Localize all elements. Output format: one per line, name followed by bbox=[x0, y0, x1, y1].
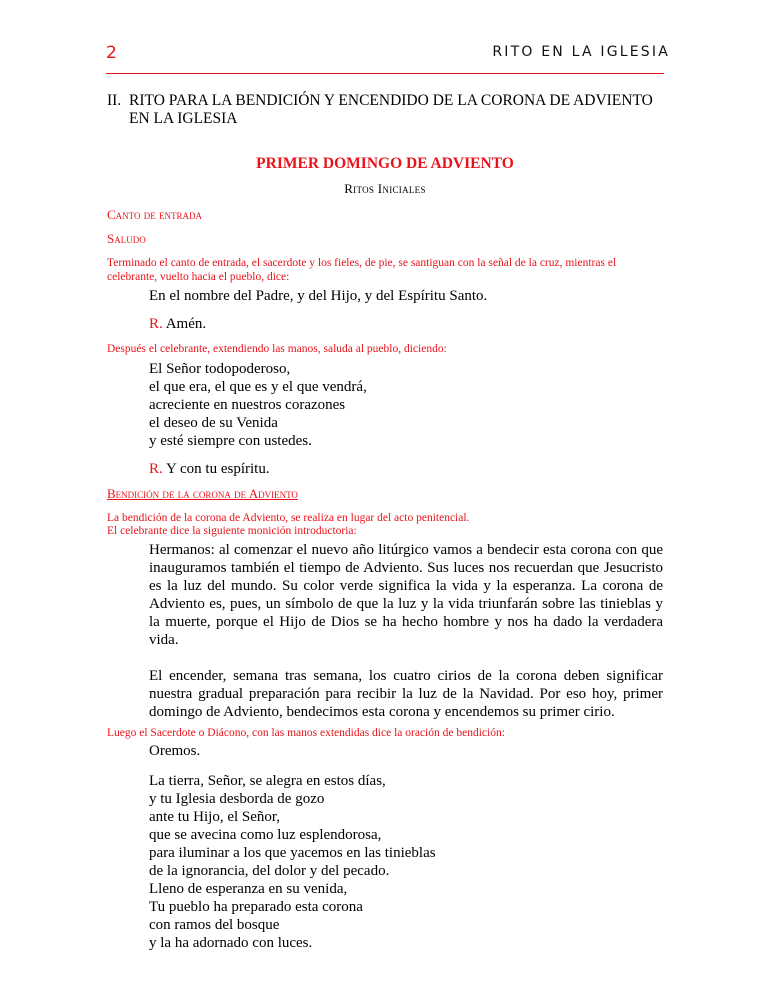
blessing-prayer bbox=[149, 772, 663, 952]
prayer-line: que se avecina como luz esplendorosa, bbox=[149, 827, 382, 843]
section-number: II. bbox=[107, 92, 122, 109]
greeting-line: y esté siempre con ustedes. bbox=[149, 432, 312, 449]
page-number: 2 bbox=[106, 43, 117, 63]
saludo-heading: Saludo bbox=[107, 231, 146, 246]
monition-paragraph-1: Hermanos: al comenzar el nuevo año litúrgico vamos a bendecir esta corona con que inauguramos también el tiempo de Adviento. Sus luces nos recuerdan que Jesucristo es la luz del mundo. Su color verde significa la vida y la esperanza. La corona de Adviento es, pues, un símbolo de que la luz y la vida triunfarán sobre las tinieblas y la muerte, porque el Hijo de Dios se ha hecho hombre y nos ha dado la verdadera vida. bbox=[149, 541, 663, 648]
oremos: Oremos. bbox=[149, 743, 201, 759]
prayer-line: con ramos del bosque bbox=[149, 917, 280, 933]
prayer-line: Lleno de esperanza en su venida, bbox=[149, 881, 348, 897]
rubric-4: Luego el Sacerdote o Diácono, con las manos extendidas dice la oración de bendición: bbox=[107, 726, 505, 739]
monition-paragraph-2: El encender, semana tras semana, los cuatro cirios de la corona deben significar nuestra gradual preparación para recibir la luz de la Navidad. Por eso hoy, primer domingo de Adviento, bendecimos esta corona y encendemos su primer cirio. bbox=[149, 667, 663, 720]
response-2 bbox=[149, 460, 663, 478]
prayer-line: Tu pueblo ha preparado esta corona bbox=[149, 899, 363, 915]
header-rule bbox=[106, 73, 664, 74]
greeting-line: el deseo de su Venida bbox=[149, 414, 278, 431]
prayer-line: y tu Iglesia desborda de gozo bbox=[149, 791, 325, 807]
canto-heading: Canto de entrada bbox=[107, 207, 202, 222]
response-text: Y con tu espíritu. bbox=[165, 460, 270, 477]
blessing-heading: Bendición de la corona de Adviento bbox=[107, 485, 298, 501]
section-title bbox=[107, 92, 663, 128]
rubric-2: Después el celebrante, extendiendo las manos, saluda al pueblo, diciendo: bbox=[107, 343, 447, 355]
running-title: RITO EN LA IGLESIA bbox=[492, 44, 670, 60]
prayer-line: de la ignorancia, del dolor y del pecado. bbox=[149, 863, 390, 879]
page-content bbox=[107, 92, 663, 952]
response-marker: R. bbox=[149, 460, 163, 477]
greeting-line: acreciente en nuestros corazones bbox=[149, 396, 346, 413]
response-marker: R. bbox=[149, 316, 163, 332]
main-heading: PRIMER DOMINGO DE ADVIENTO bbox=[256, 155, 514, 172]
rubric-1: Terminado el canto de entrada, el sacerdote y los fieles, de pie, se santiguan con la señal de la cruz, mientras el celebrante, vuelto hacia el pueblo, dice: bbox=[107, 257, 617, 283]
invocation: En el nombre del Padre, y del Hijo, y del Espíritu Santo. bbox=[149, 288, 488, 304]
rubric-3b: El celebrante dice la siguiente monición introductoria: bbox=[107, 525, 357, 537]
response-1 bbox=[149, 315, 663, 333]
prayer-line: y la ha adornado con luces. bbox=[149, 935, 313, 951]
rubric-3a: La bendición de la corona de Adviento, se realiza en lugar del acto penitencial. bbox=[107, 511, 470, 524]
prayer-line: para iluminar a los que yacemos en las tinieblas bbox=[149, 845, 436, 861]
sub-heading: Ritos Iniciales bbox=[344, 181, 426, 196]
greeting bbox=[149, 360, 663, 450]
prayer-line: ante tu Hijo, el Señor, bbox=[149, 809, 281, 825]
section-title-text: RITO PARA LA BENDICIÓN Y ENCENDIDO DE LA CORONA DE ADVIENTO EN LA IGLESIA bbox=[129, 92, 653, 127]
greeting-line: El Señor todopoderoso, bbox=[149, 360, 291, 377]
response-text: Amén. bbox=[165, 316, 207, 332]
prayer-line: La tierra, Señor, se alegra en estos días, bbox=[149, 773, 386, 789]
greeting-line: el que era, el que es y el que vendrá, bbox=[149, 378, 367, 395]
